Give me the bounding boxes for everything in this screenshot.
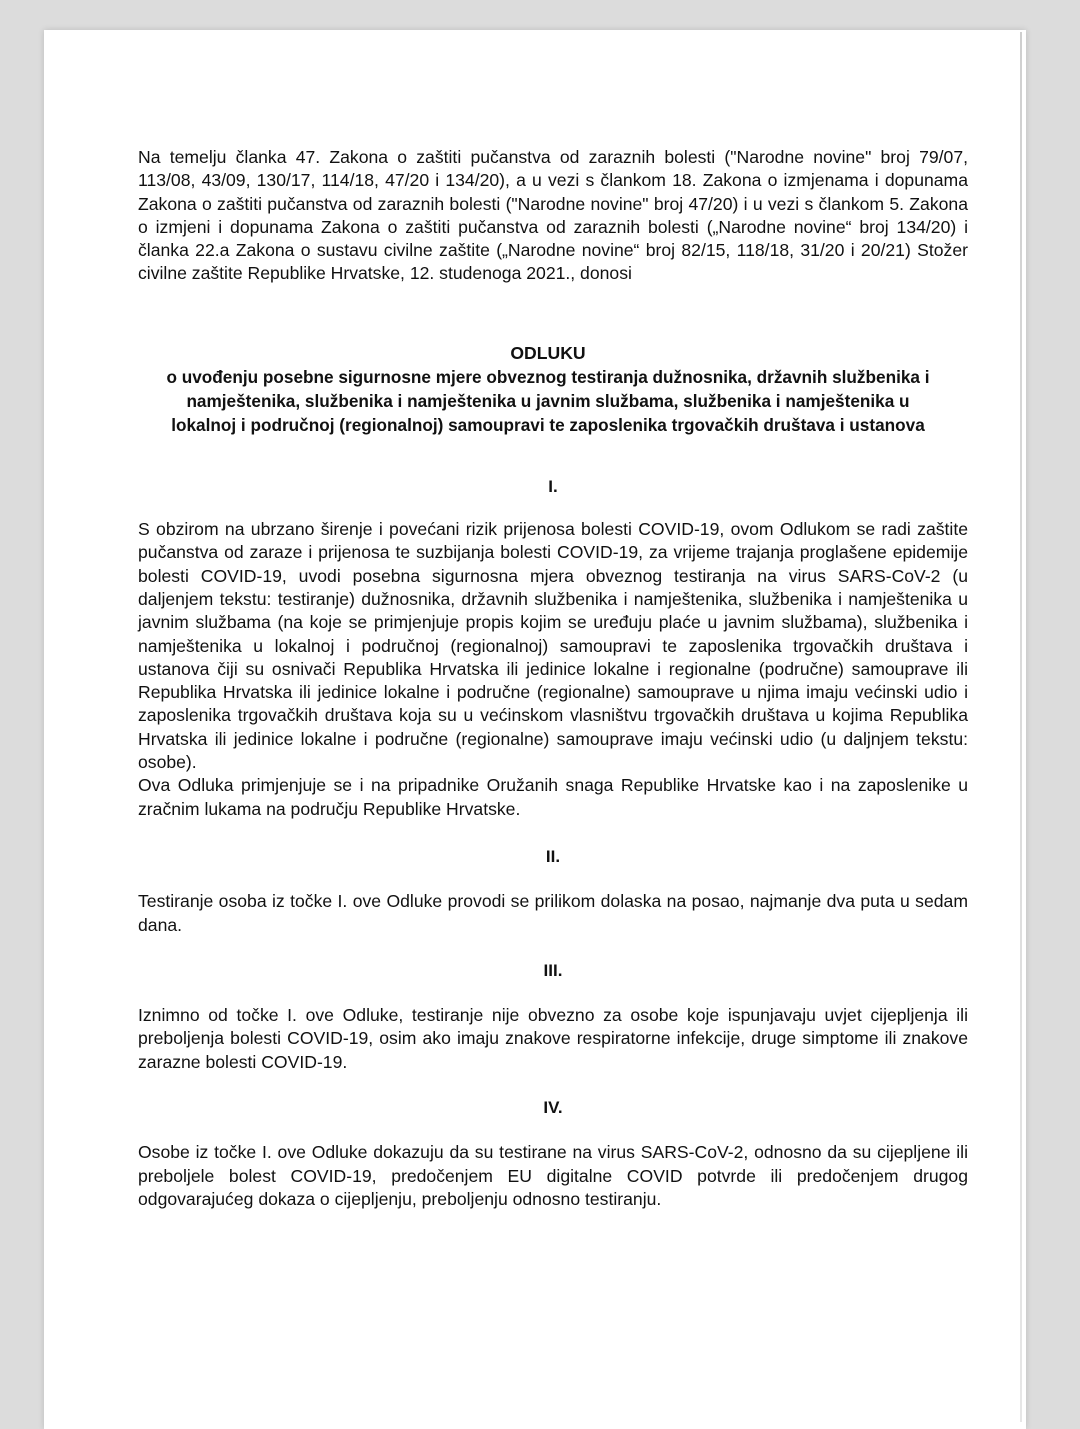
decision-title: ODLUKU: [510, 342, 586, 363]
section-2-paragraph-1: Testiranje osoba iz točke I. ove Odluke provodi se prilikom dolaska na posao, najmanje dva puta u sedam dana.: [138, 891, 968, 935]
section-number-4: IV.: [543, 1098, 563, 1118]
page-edge-shadow: [1020, 32, 1022, 1422]
decision-subtitle: o uvođenju posebne sigurnosne mjere obveznog testiranja dužnosnika, državnih službenika i namještenika, službenika i namještenika u javnim službama, službenika i namještenika u lokalnoj i područnoj (regionalnoj) samoupravi te zaposlenika trgovačkih društava i ustanova: [166, 366, 930, 435]
document-body: [138, 146, 968, 1211]
section-number-1: I.: [548, 476, 558, 496]
decision-heading: [138, 341, 968, 437]
section-number-3: III.: [543, 960, 563, 980]
section-1-paragraph-2: Ova Odluka primjenjuje se i na pripadnike Oružanih snaga Republike Hrvatske kao i na zaposlenike u zračnim lukama na području Republike Hrvatske.: [138, 775, 968, 819]
section-number-2: II.: [545, 846, 561, 866]
section-1-paragraph-1: S obzirom na ubrzano širenje i povećani rizik prijenosa bolesti COVID-19, ovom Odlukom se radi zaštite pučanstva od zaraze i prijenosa te suzbijanja bolesti COVID-19, za vrijeme trajanja proglašene epidemije bolesti COVID-19, uvodi posebna sigurnosna mjera obveznog testiranja na virus SARS-CoV-2 (u daljenjem tekstu: testiranje) dužnosnika, državnih službenika i namještenika, službenika i namještenika u javnim službama (na koje se primjenjuje propis kojim se uređuju plaće u javnim službama), službenika i namještenika u lokalnoj i područnoj (regionalnoj) samoupravi te zaposlenika trgovačkih društava i ustanova čiji su osnivači Republika Hrvatska ili jedinice lokalne i regionalne (područne) samoupravе ili Republika Hrvatska ili jedinice lokalne i područne (regionalne) samouprave u njima imaju većinski udio i zaposlenika trgovačkih društava koja su u većinskom vlasništvu trgovačkih društava u kojima Republika Hrvatska ili jedinice lokalne i područne (regionalne) samouprave imaju većinski udio (u daljnjem tekstu: osobe).: [138, 519, 968, 773]
section-4-paragraph-1: Osobe iz točke I. ove Odluke dokazuju da su testirane na virus SARS-CoV-2, odnosno da su cijepljene ili preboljele bolest COVID-19, predočenjem EU digitalne COVID potvrde ili predočenjem drugog odgovarajućeg dokaza o cijepljenju, preboljenju odnosno testiranju.: [138, 1142, 968, 1209]
preamble-paragraph: Na temelju članka 47. Zakona o zaštiti pučanstva od zaraznih bolesti ("Narodne novine" broj 79/07, 113/08, 43/09, 130/17, 114/18, 47/20 i 134/20), a u vezi s člankom 18. Zakona o izmjenama i dopunama Zakona o zaštiti pučanstva od zaraznih bolesti ("Narodne novine" broj 47/20) i u vezi s člankom 5. Zakona o izmjeni i dopunama Zakona o zaštiti pučanstva od zaraznih bolesti („Narodne novine“ broj 134/20) i članka 22.a Zakona o sustavu civilne zaštite („Narodne novine“ broj 82/15, 118/18, 31/20 i 20/21) Stožer civilne zaštite Republike Hrvatske, 12. studenoga 2021., donosi: [138, 147, 968, 284]
section-3-paragraph-1: Iznimno od točke I. ove Odluke, testiranje nije obvezno za osobe koje ispunjavaju uvjet cijepljenja ili preboljenja bolesti COVID-19, osim ako imaju znakove respiratorne infekcije, druge simptome ili znakove zarazne bolesti COVID-19.: [138, 1005, 968, 1072]
